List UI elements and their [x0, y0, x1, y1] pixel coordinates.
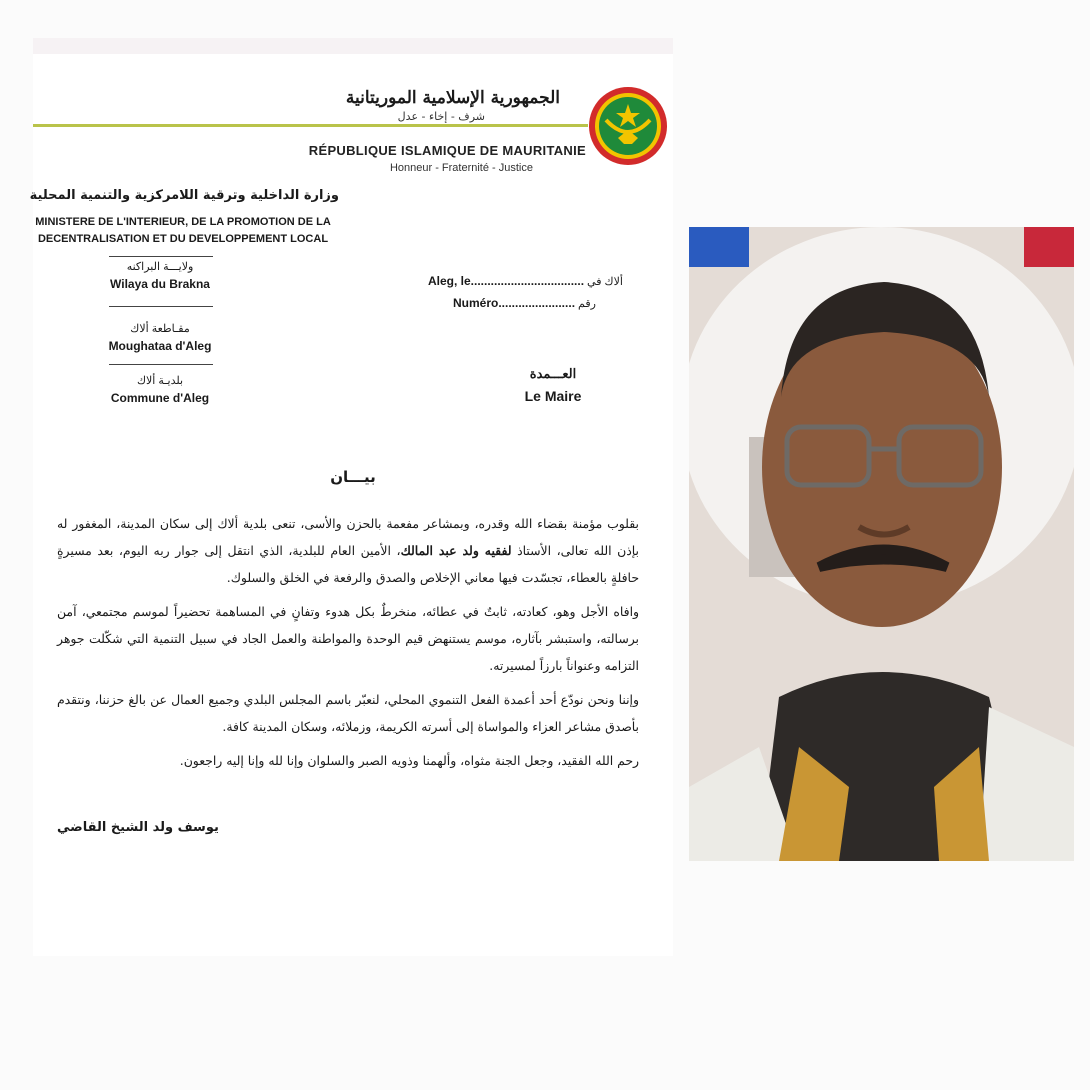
number-arabic: رقم: [578, 298, 596, 310]
ministry-french-line-2: DECENTRALISATION ET DU DEVELOPPEMENT LOCAL: [37, 233, 329, 245]
mayor-french: Le Maire: [524, 388, 582, 404]
wilaya-french: Wilaya du Brakna: [110, 277, 210, 291]
divider: [109, 256, 213, 257]
date-arabic: ألاك في: [587, 276, 623, 288]
paragraph-4: رحم الله الفقيد، وجعل الجنة مثواه، وألهمنا وذويه الصبر والسلوان وإنا لله وإنا إليه راجعون.: [179, 753, 639, 768]
paragraph-2: وافاه الأجل وهو، كعادته، ثابتٌ في عطائه، منخرطٌ بكل هدوء وتفانٍ في المساهمة تحضيراً لموسم مجتمعي، آمن برسالته، واستبشر بآثاره، موسم يستنهض قيم الوحدة والمواطنة والعمل الجاد في سبيل التنمية التي شكّلت جوهر التزامه وعنواناً بارزاً لمسيرته.: [57, 604, 639, 673]
statement-title: بيـــان: [330, 468, 376, 486]
moughataa-arabic: مقـاطعة ألاك: [130, 323, 190, 335]
ministry-arabic: وزارة الداخلية وترقية اللامركزية والتنمية المحلية: [29, 188, 339, 203]
commune-block: [95, 374, 225, 405]
moughataa-block: [95, 322, 225, 353]
mayor-arabic: العـــمدة: [529, 366, 577, 381]
wilaya-block: [95, 260, 225, 291]
header-rule: [33, 124, 588, 127]
arabic-motto: شرف - إخاء - عدل: [397, 110, 485, 123]
paragraph-1-start: بقلوب مؤمنة بقضاء الله وقدره، وبمشاعر مفعمة بالحزن والأسى، تنعى بلدية ألاك إلى سكان المدينة، المغفور له بإذن الله تعالى، الأستاذ: [57, 516, 639, 558]
french-motto: Honneur - Fraternité - Justice: [389, 162, 533, 174]
paragraph-3: وإننا ونحن نودّع أحد أعمدة الفعل التنموي المحلي، لنعبّر باسم المجلس البلدي وجميع العمال عن بالغ حزننا، ونتقدم بأصدق مشاعر العزاء والمواساة إلى أسرته الكريمة، وزملائه، وسكان المدينة كافة.: [57, 692, 639, 734]
mauritania-coat-of-arms-icon: [588, 86, 668, 166]
french-state-name: RÉPUBLIQUE ISLAMIQUE DE MAURITANIE: [308, 143, 586, 158]
arabic-state-name: الجمهورية الإسلامية الموريتانية: [345, 88, 560, 108]
commune-arabic: بلديـة ألاك: [136, 375, 184, 387]
date-line: [428, 274, 623, 288]
divider: [109, 306, 213, 307]
top-band: [33, 38, 673, 54]
mayor-block: [503, 366, 603, 404]
number-line: [453, 296, 596, 310]
divider: [109, 364, 213, 365]
deceased-name: لفقيه ولد عبد المالك: [400, 543, 512, 558]
ministry-french: [33, 214, 333, 248]
statement-body: [57, 510, 639, 781]
paragraph-1: [57, 510, 639, 591]
ministry-french-line-1: MINISTERE DE L'INTERIEUR, DE LA PROMOTION DE LA: [35, 216, 331, 228]
portrait-photo: [689, 227, 1074, 861]
moughataa-french: Moughataa d'Aleg: [108, 339, 212, 353]
commune-french: Commune d'Aleg: [110, 391, 210, 405]
number-placeholder: Numéro.......................: [453, 296, 576, 310]
date-placeholder: Aleg, le..................................: [428, 274, 585, 288]
condolence-document: [29, 38, 673, 956]
wilaya-arabic: ولايـــة البراكنه: [126, 261, 194, 273]
signatory-name: يوسف ولد الشيخ القاضي: [57, 820, 219, 835]
paragraph-1-end: ، الأمين العام للبلدية، الذي انتقل إلى جوار ربه اليوم، بعد مسيرةٍ حافلةٍ بالعطاء، تجسّدت فيها معاني الإخلاص والصدق والرفعة في الخلق والسلوك.: [57, 543, 639, 585]
